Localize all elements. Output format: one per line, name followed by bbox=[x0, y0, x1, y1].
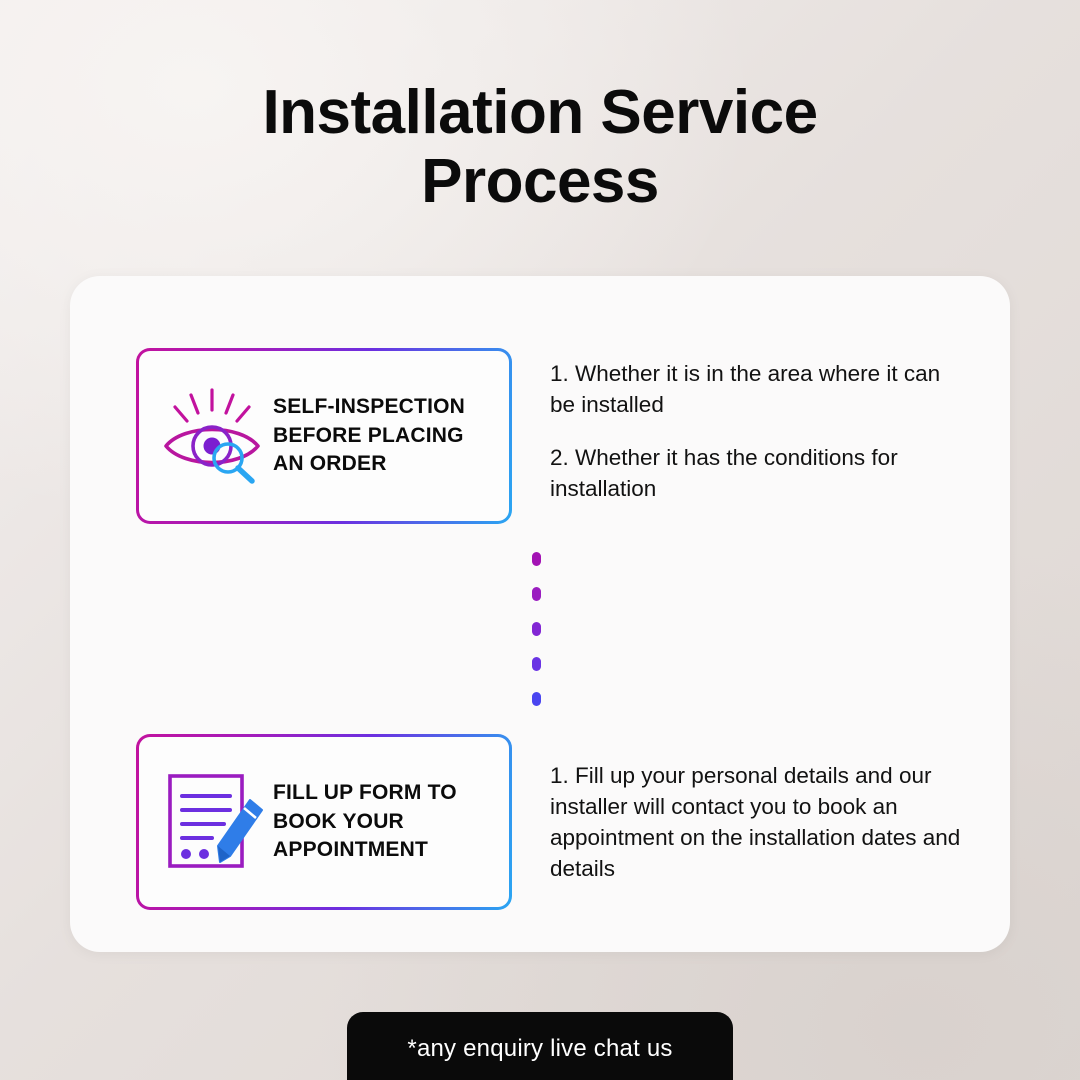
step-2-label-line-1: FILL UP FORM TO bbox=[273, 781, 457, 805]
step-1-label-line-2: BEFORE PLACING bbox=[273, 423, 464, 447]
page-title-line-1: Installation Service bbox=[262, 78, 818, 147]
content-panel bbox=[70, 276, 1010, 952]
step-1-card[interactable] bbox=[136, 348, 512, 524]
step-2-label-line-2: BOOK YOUR bbox=[273, 809, 404, 833]
step-2-label-line-3: APPOINTMENT bbox=[273, 838, 429, 862]
connector-dot bbox=[532, 622, 541, 636]
connector-dots bbox=[528, 552, 544, 706]
step-2-label bbox=[273, 779, 457, 865]
step-2-card[interactable] bbox=[136, 734, 512, 910]
connector-dot bbox=[532, 657, 541, 671]
eye-magnifier-icon bbox=[155, 384, 273, 488]
step-1-description bbox=[550, 348, 960, 504]
step-1-label-line-1: SELF-INSPECTION bbox=[273, 395, 466, 419]
step-2-detail-1: 1. Fill up your personal details and our installer will contact you to book an appointment on the installation dates and details bbox=[550, 763, 961, 882]
step-1-detail-1: 1. Whether it is in the area where it can be installed bbox=[550, 361, 941, 418]
step-1-label bbox=[273, 393, 465, 479]
connector-dot bbox=[532, 552, 541, 566]
page-title bbox=[0, 78, 1080, 217]
page-title-line-2: Process bbox=[421, 147, 659, 217]
footer-note-pill[interactable] bbox=[347, 1012, 733, 1080]
connector-dot bbox=[532, 692, 541, 706]
step-1-detail-2: 2. Whether it has the conditions for installation bbox=[550, 445, 898, 502]
step-1-label-line-3: AN ORDER bbox=[273, 452, 387, 476]
connector-dot bbox=[532, 587, 541, 601]
process-step-1 bbox=[136, 348, 960, 524]
footer-note-text: *any enquiry live chat us bbox=[407, 1035, 673, 1062]
form-pencil-icon bbox=[155, 766, 273, 878]
process-step-2 bbox=[136, 734, 970, 910]
step-2-description bbox=[550, 734, 970, 884]
